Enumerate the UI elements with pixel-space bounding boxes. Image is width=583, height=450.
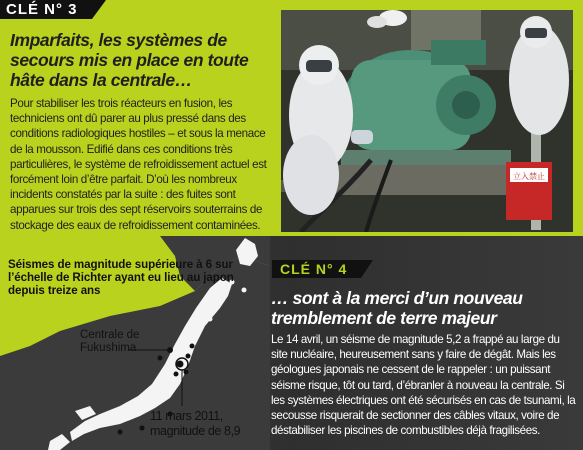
quake-date-line1: 11 mars 2011, [150, 409, 223, 423]
clue-3-body: Pour stabiliser les trois réacteurs en fusion, les techniciens ont dû parer au plus pressé dans des conditions radiologiques hostiles – et sous la menace de la mousson. Edifié dans ces conditions très particulières, le système de refroidissement actuel est forcément loin d’être parfait. D’où les nombreux incidents constatés par la suite : des fuites sont apparues sur trois des sept réservoirs souterrains de stockage des eaux de refroidissement contaminées. [10, 97, 267, 232]
warning-sign-text: 立入禁止 [513, 172, 545, 181]
clue-4-panel [0, 236, 583, 450]
workers-photo-illustration [281, 10, 573, 232]
clue-4-tab: CLÉ N° 4 [272, 260, 361, 278]
japan-earthquake-map [0, 236, 270, 450]
clue-4-body: Le 14 avril, un séisme de magnitude 5,2 a frappé au large du site nucléaire, heureusement sans y faire de dégât. Mais les géologues japonais ne cessent de le rappeler : un puissant séisme risque, tôt ou tard, d’ébranler à nouveau la centrale. Si les systèmes électriques ont été sécurisés en cas de tsunami, la secousse risquerait de sectionner des câbles vitaux, voire de déstabiliser les piscines de combustibles déjà fragilisées. [271, 333, 576, 438]
clue-3-headline: Imparfaits, les systèmes de secours mis en place en toute hâte dans la centrale… [10, 30, 249, 90]
quake-date-line2: magnitude de 8,9 [150, 424, 241, 438]
quake-date-label [150, 409, 240, 439]
map-title: Séismes de magnitude supérieure à 6 sur l’échelle de Richter ayant eu lieu au japon depuis treize ans [8, 258, 234, 297]
fukushima-label-line1: Centrale de [80, 329, 140, 341]
clue-4-headline: … sont à la merci d’un nouveau tremblement de terre majeur [271, 288, 523, 328]
workers-photo [281, 10, 573, 232]
fukushima-label [80, 329, 139, 354]
fukushima-label-line2: Fukushima [80, 341, 137, 354]
clue-3-tab: CLÉ N° 3 [0, 0, 92, 19]
